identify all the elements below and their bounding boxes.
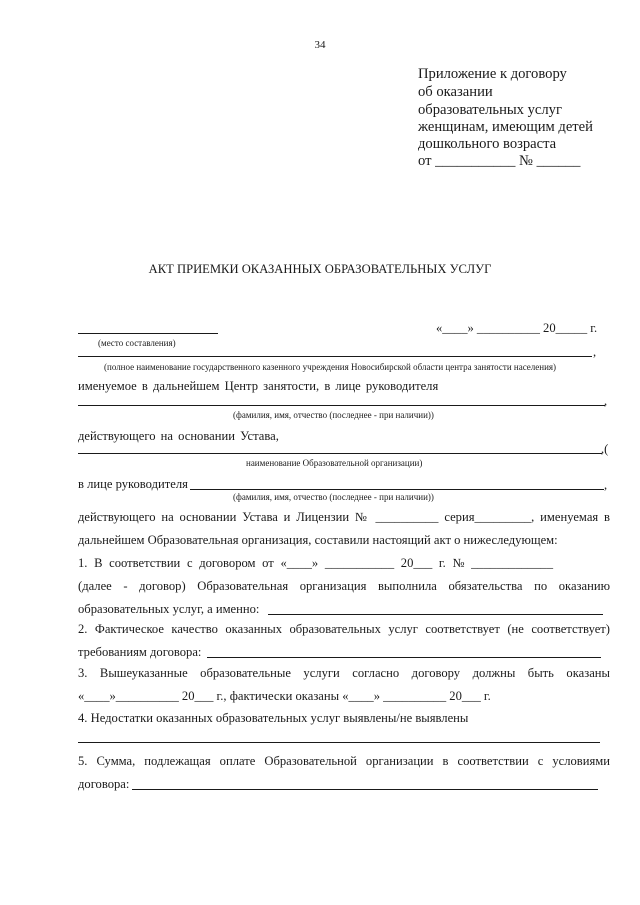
head-fio-comma-2: , <box>604 478 608 492</box>
page-number: 34 <box>314 39 326 51</box>
head-fio-comma-1: , <box>604 394 608 408</box>
center-name-caption: (полное наименование государственного казенного учреждения Новосибирской области центра занятости населения) <box>104 362 557 372</box>
item-5-line-2: договора: <box>78 777 130 791</box>
fio-caption-2: (фамилия, имя, отчество (последнее - при наличии)) <box>233 492 434 502</box>
org-name-line <box>78 453 602 454</box>
org-name-caption: наименование Образовательной организации) <box>246 458 423 468</box>
text-acting-license: действующего на основании Устава и Лицензии № __________ серия_________, именуемая в <box>78 510 610 524</box>
act-date: «____» __________ 20_____ г. <box>436 321 598 335</box>
text-named-center: именуемое в дальнейшем Центр занятости, в лице руководителя <box>78 379 439 393</box>
item-1-line-2: (далее - договор) Образовательная организация выполнила обязательства по оказанию <box>78 579 610 593</box>
text-acting-charter: действующего на основании Устава, <box>78 429 279 443</box>
item-1-line-3: образовательных услуг, а именно: <box>78 602 260 616</box>
center-name-comma: , <box>593 345 597 359</box>
appendix-line-5: дошкольного возраста <box>418 136 557 152</box>
item-3-line-2: «____»__________ 20___ г., фактически оказаны «____» __________ 20___ г. <box>78 689 491 703</box>
fio-caption-1: (фамилия, имя, отчество (последнее - при наличии)) <box>233 410 434 420</box>
item-2-line-2: требованиям договора: <box>78 645 202 659</box>
org-name-end: ,( <box>601 442 609 456</box>
item-1-services-line <box>268 614 603 615</box>
text-head-person: в лице руководителя <box>78 477 188 491</box>
text-further-org: дальнейшем Образовательная организация, составили настоящий акт о нижеследующем: <box>78 533 558 547</box>
appendix-line-3: образовательных услуг <box>418 102 562 118</box>
appendix-line-4: женщинам, имеющим детей <box>418 119 593 135</box>
head-fio-line-2 <box>190 489 604 490</box>
item-2-line-1: 2. Фактическое качество оказанных образовательных услуг соответствует (не соответствует) <box>78 622 610 636</box>
appendix-line-1: Приложение к договору <box>418 66 567 82</box>
item-3-line-1: 3. Вышеуказанные образовательные услуги согласно договору должны быть оказаны <box>78 666 610 680</box>
appendix-line-6: от ___________ № ______ <box>418 153 581 169</box>
document-title: АКТ ПРИЕМКИ ОКАЗАННЫХ ОБРАЗОВАТЕЛЬНЫХ УСЛУГ <box>148 262 492 276</box>
item-4-line: 4. Недостатки оказанных образовательных услуг выявлены/не выявлены <box>78 711 469 725</box>
head-fio-line-1 <box>78 405 605 406</box>
center-name-line <box>78 356 592 357</box>
item-2-quality-line <box>207 657 601 658</box>
place-caption: (место составления) <box>98 338 176 348</box>
appendix-line-2: об оказании <box>418 84 493 100</box>
item-5-amount-line <box>132 789 598 790</box>
place-line <box>78 333 218 334</box>
item-5-line-1: 5. Сумма, подлежащая оплате Образовательной организации в соответствии с условиями <box>78 754 610 768</box>
item-4-defects-line <box>78 742 600 743</box>
item-1-line-1: 1. В соответствии с договором от «____» ___________ 20___ г. № _____________ <box>78 556 553 570</box>
